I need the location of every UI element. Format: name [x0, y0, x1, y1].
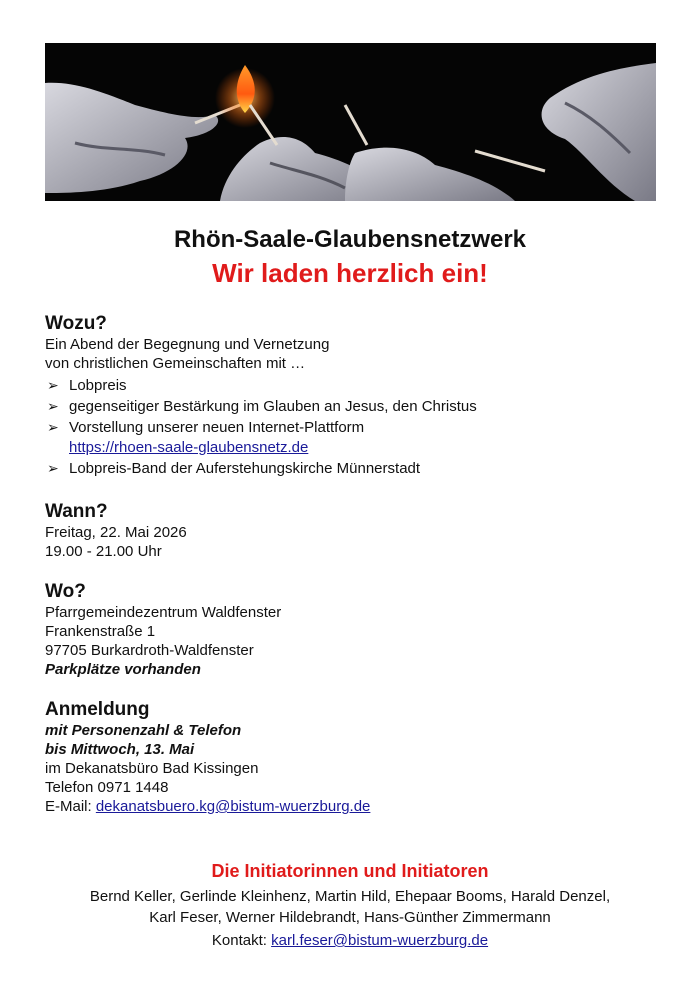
section-wann — [45, 501, 656, 561]
main-content — [45, 313, 656, 816]
wozu-intro-line-2: von christlichen Gemeinschaften mit … — [45, 355, 306, 372]
registration-requirement: mit Personenzahl & Telefon — [45, 722, 242, 739]
arrow-bullet-icon: ➢ — [47, 377, 59, 393]
registration-email-link[interactable]: dekanatsbuero.kg@bistum-wuerzburg.de — [95, 798, 371, 815]
venue-street: Frankenstraße 1 — [45, 623, 156, 640]
initiators-names-line-1: Bernd Keller, Gerlinde Kleinhenz, Martin Hild, Ehepaar Booms, Harald Denzel, — [89, 888, 611, 905]
venue-city: 97705 Burkardroth-Waldfenster — [45, 642, 254, 659]
section-wozu — [45, 313, 656, 479]
initiators-names-line-2: Karl Feser, Werner Hildebrandt, Hans-Günther Zimmermann — [149, 909, 551, 926]
heading-wo: Wo? — [45, 581, 86, 602]
contact-email-link[interactable]: karl.feser@bistum-wuerzburg.de — [271, 932, 489, 949]
arrow-bullet-icon: ➢ — [47, 419, 59, 435]
arrow-bullet-icon: ➢ — [47, 398, 59, 414]
wozu-intro-line-1: Ein Abend der Begegnung und Vernetzung — [45, 336, 330, 353]
list-item — [45, 458, 656, 479]
heading-wann: Wann? — [45, 501, 108, 522]
header-photo — [45, 43, 656, 201]
list-item — [45, 375, 656, 396]
page-title: Rhön-Saale-Glaubensnetzwerk — [173, 226, 527, 253]
venue-name: Pfarrgemeindezentrum Waldfenster — [45, 604, 282, 621]
event-time: 19.00 - 21.00 Uhr — [45, 543, 162, 560]
hands-with-matches-illustration — [45, 43, 656, 201]
wozu-bullet-list — [45, 375, 656, 479]
platform-link[interactable]: https://rhoen-saale-glaubensnetz.de — [69, 439, 309, 456]
invitation-subtitle: Wir laden herzlich ein! — [212, 258, 488, 288]
registration-office: im Dekanatsbüro Bad Kissingen — [45, 760, 259, 777]
event-date: Freitag, 22. Mai 2026 — [45, 524, 187, 541]
bullet-text: Vorstellung unserer neuen Internet-Plattform — [69, 419, 365, 436]
heading-wozu: Wozu? — [45, 313, 107, 334]
registration-phone: Telefon 0971 1448 — [45, 779, 169, 796]
registration-email-row — [45, 797, 656, 816]
initiators-footer — [0, 860, 700, 951]
bullet-text: Lobpreis-Band der Auferstehungskirche Münnerstadt — [69, 460, 421, 477]
arrow-bullet-icon: ➢ — [47, 460, 59, 476]
section-wo — [45, 581, 656, 679]
registration-deadline: bis Mittwoch, 13. Mai — [45, 741, 195, 758]
initiators-heading: Die Initiatorinnen und Initiatoren — [211, 861, 489, 881]
list-item — [45, 417, 656, 458]
list-item — [45, 396, 656, 417]
bullet-text: Lobpreis — [69, 377, 127, 394]
contact-row — [0, 930, 700, 951]
contact-label: Kontakt: — [211, 932, 267, 949]
bullet-text: gegenseitiger Bestärkung im Glauben an Jesus, den Christus — [69, 398, 477, 415]
parking-note: Parkplätze vorhanden — [45, 661, 201, 678]
section-anmeldung — [45, 699, 656, 816]
email-label: E-Mail: — [45, 798, 92, 815]
heading-anmeldung: Anmeldung — [45, 699, 150, 720]
